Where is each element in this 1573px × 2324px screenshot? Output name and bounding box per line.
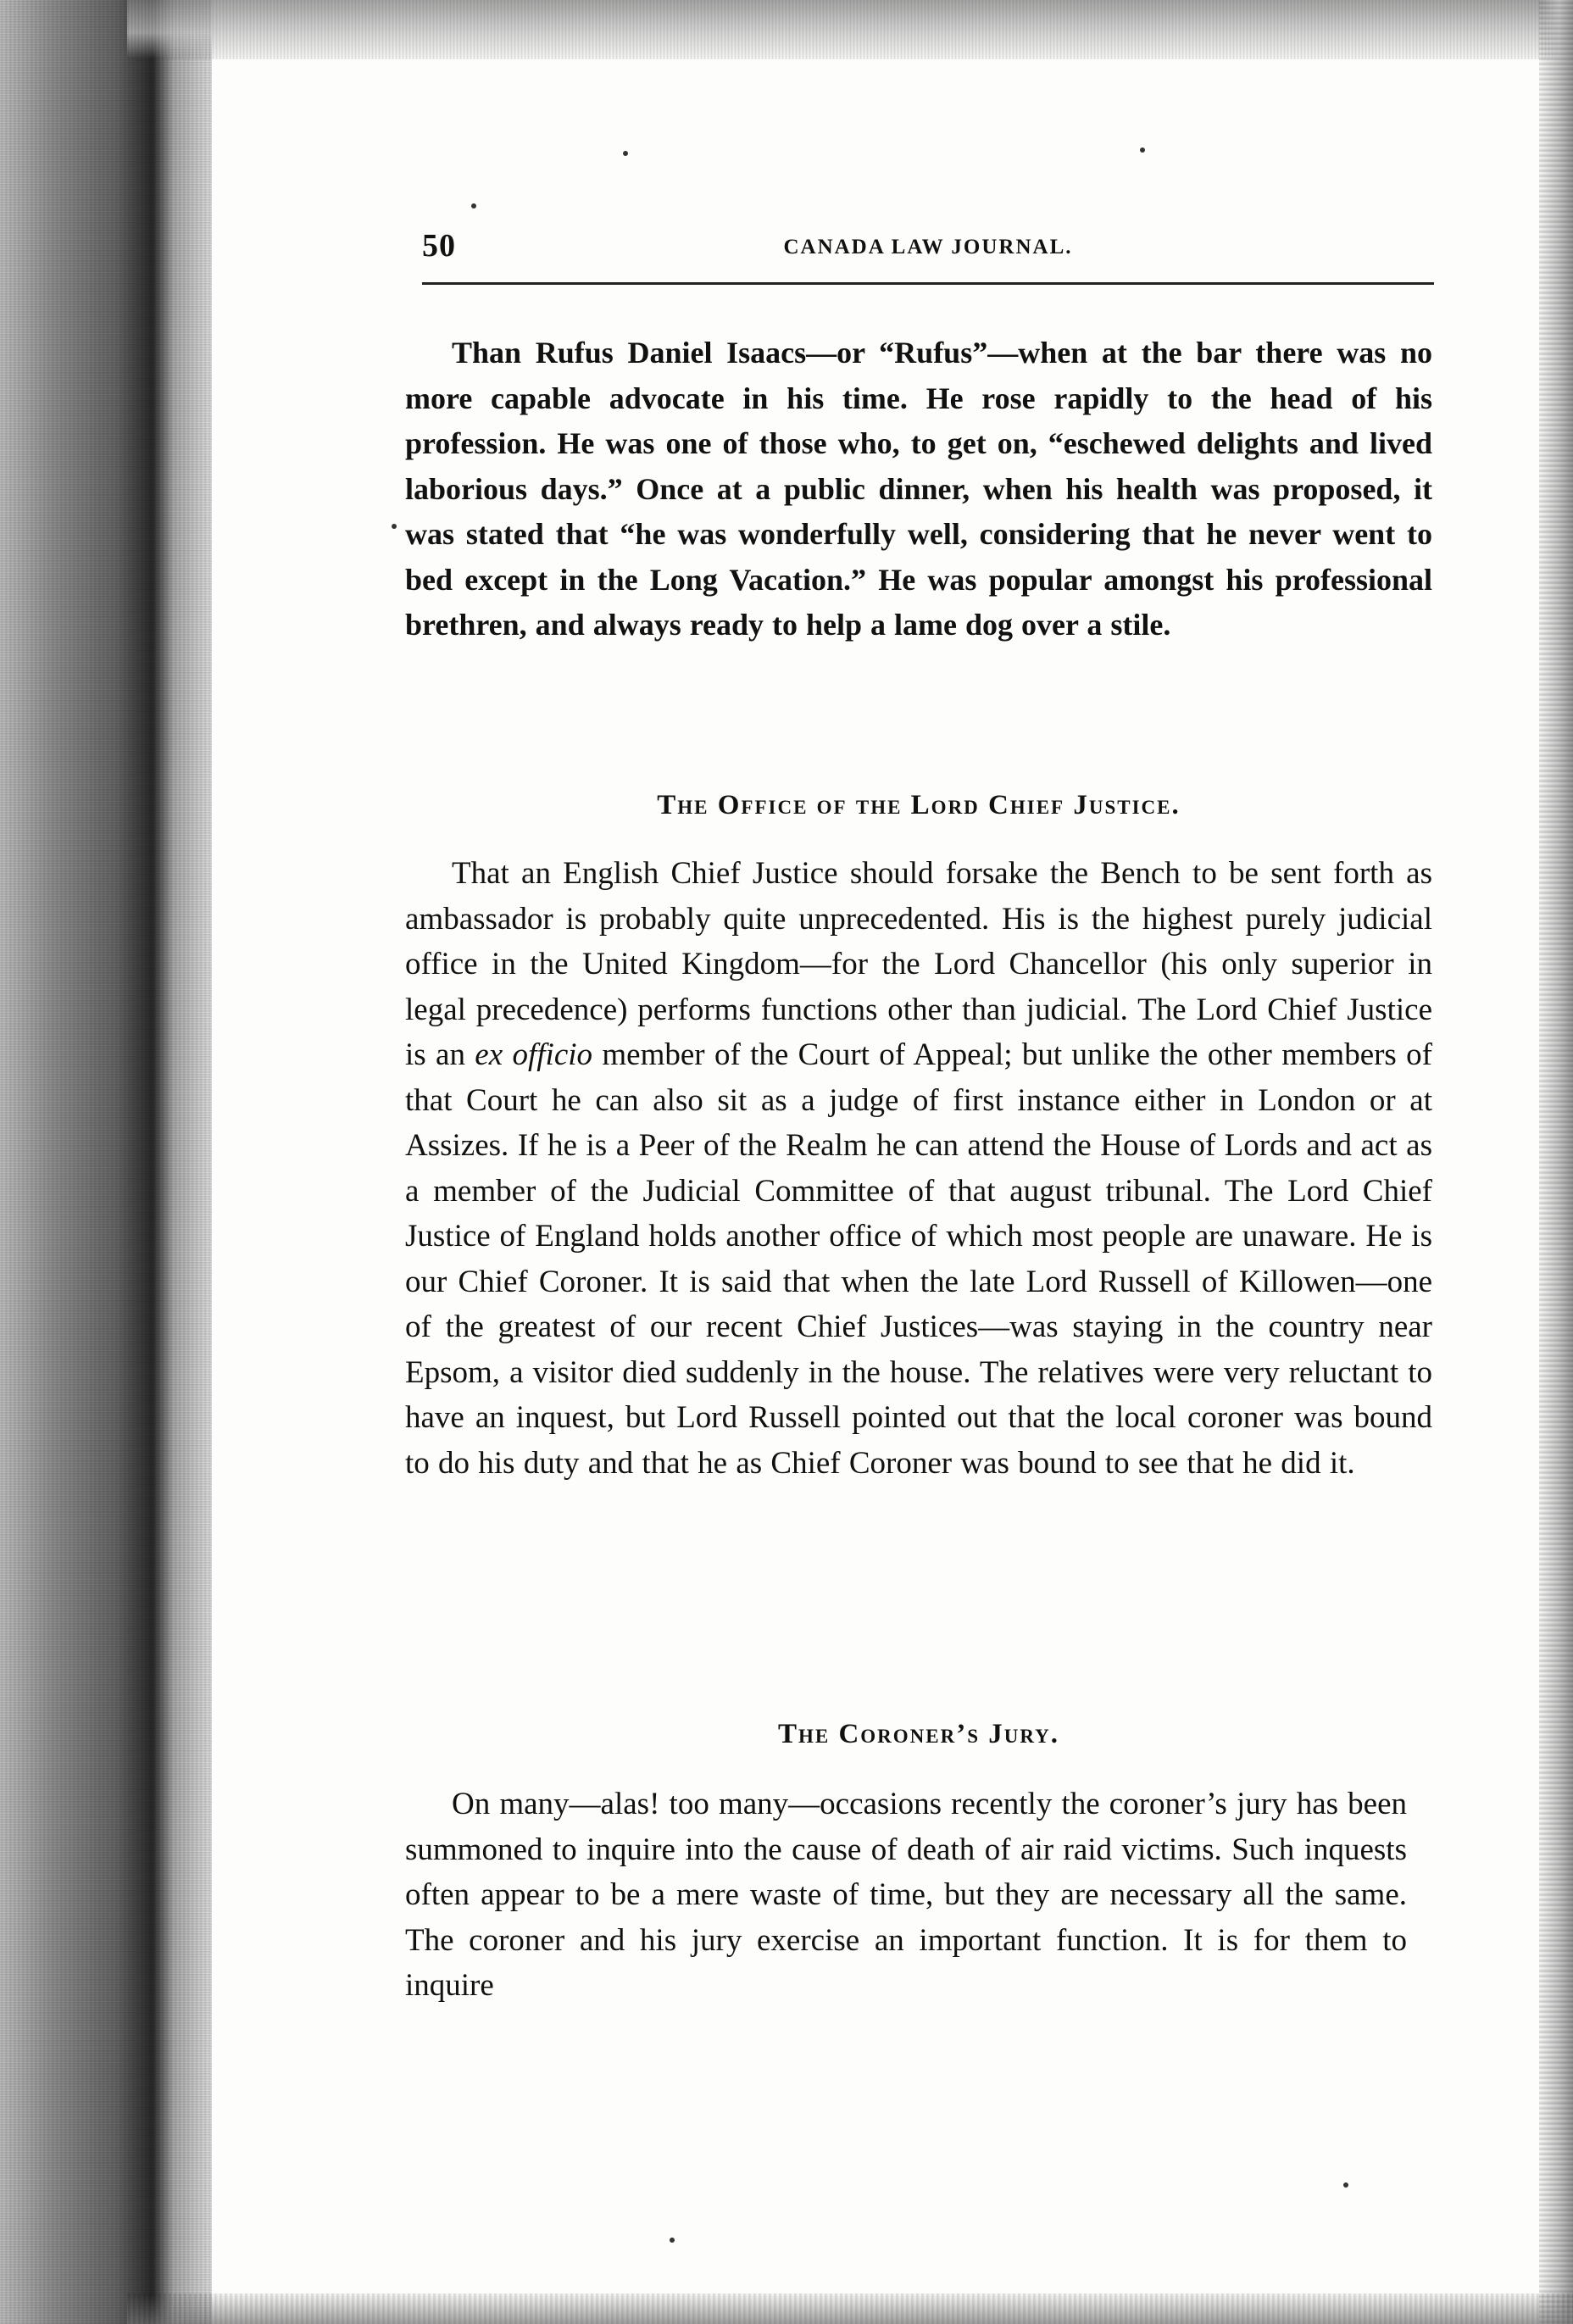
- section-heading-coroner: The Coroner’s Jury.: [777, 1719, 1060, 1749]
- intro-paragraph: Than Rufus Daniel Isaacs—or “Rufus”—when at the bar there was no more capable advocate in his time. He rose rapidly to the head of his profession. He was one of those who, to get on, “eschewed delights and lived laborious days.” Once at a public dinner, when his health was proposed, it was stated that “he was wonderfully well, considering that he never went to bed except in the Long Vacation.” He was popular amongst his professional brethren, and always ready to help a lame dog over a stile.: [405, 336, 1432, 642]
- bottom-scan-edge: [127, 2293, 1573, 2324]
- speck: [623, 151, 628, 156]
- right-scan-edge: [1539, 0, 1573, 2324]
- running-head: CANADA LAW JOURNAL.: [783, 236, 1073, 259]
- section-heading-office: The Office of the Lord Chief Justice.: [657, 790, 1181, 820]
- top-scan-edge: [127, 0, 1573, 59]
- office-paragraph: [405, 851, 1432, 1486]
- office-paragraph-part-2: member of the Court of Appeal; but unlike the other members of that Court he can also sit as a judge of first instance either in London or at Assizes. If he is a Peer of the Realm he can attend the House of Lords and act as a member of the Judicial Committee of that august tribunal. The Lord Chief Justice of England holds another office of which most people are unaware. He is our Chief Coroner. It is said that when the late Lord Russell of Killowen—one of the greatest of our recent Chief Justices—was staying in the country near Epsom, a visitor died suddenly in the house. The relatives were very reluctant to have an inquest, but Lord Russell pointed out that the local coroner was bound to do his duty and that he as Chief Coroner was bound to see that he did it.: [405, 1037, 1432, 1481]
- page-header: [422, 227, 1434, 286]
- header-rule: [422, 282, 1434, 285]
- office-paragraph-italic: ex officio: [475, 1037, 593, 1072]
- page-number: 50: [422, 228, 456, 264]
- speck: [471, 203, 476, 208]
- office-paragraph-part-1: That an English Chief Justice should forsake the Bench to be sent forth as ambassador is probably quite unprecedented. His is the highest purely judicial office in the United Kingdom—for the Lord Chancellor (his only superior in legal precedence) performs functions other than judicial. The Lord Chief Justice is an: [405, 856, 1432, 1072]
- speck: [1140, 147, 1145, 153]
- speck: [1343, 2182, 1348, 2188]
- speck: [392, 524, 397, 529]
- speck: [670, 2238, 675, 2243]
- binding-gutter: [0, 0, 212, 2324]
- coroner-paragraph: On many—alas! too many—occasions recently the coroner’s jury has been summoned to inquire into the cause of death of air raid victims. Such inquests often appear to be a mere waste of time, but they are necessary all the same. The coroner and his jury exercise an important function. It is for them to inquire: [405, 1787, 1407, 2003]
